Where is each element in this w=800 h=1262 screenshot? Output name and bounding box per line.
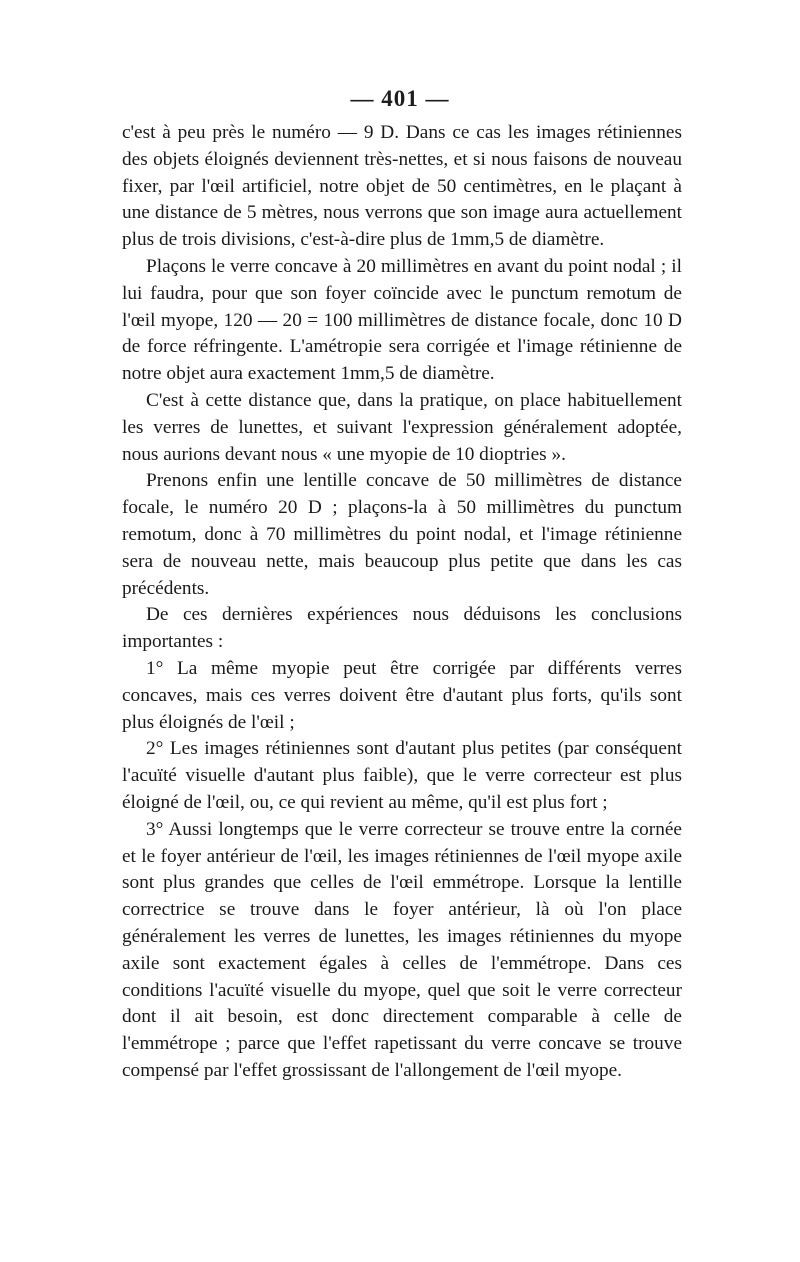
paragraph-2: Plaçons le verre concave à 20 millimètres en avant du point nodal ; il lui faudra, pour que son foyer coïncide avec le punctum remotum de l'œil myope, 120 — 20 = 100 millimètres de distance focale, donc 10 D de force réfringente. L'amétropie sera corrigée et l'image rétinienne de notre objet aura exactement 1mm,5 de diamètre. xyxy=(122,255,682,385)
conclusion-1: 1° La même myopie peut être corrigée par différents verres concaves, mais ces verres doivent être d'autant plus forts, qu'ils sont plus éloignés de l'œil ; xyxy=(122,657,682,733)
conclusion-2: 2° Les images rétiniennes sont d'autant plus petites (par conséquent l'acuïté visuelle d'autant plus faible), que le verre correcteur est plus éloigné de l'œil, ou, ce qui revient au même, qu'il est plus fort ; xyxy=(122,738,682,813)
paragraph-5: De ces dernières expériences nous déduisons les conclusions importantes : xyxy=(122,604,682,653)
conclusion-3: 3° Aussi longtemps que le verre correcteur se trouve entre la cornée et le foyer antérieur de l'œil, les images rétiniennes de l'œil myope axile sont plus grandes que celles de l'œil emmétrope. Lorsque la lentille correctrice se trouve dans le foyer antérieur, là où l'on place généralement les verres de lunettes, les images rétiniennes du myope axile sont exactement égales à celles de l'emmétrope. Dans ces conditions l'acuïté visuelle du myope, quel que soit le verre correcteur dont il ait besoin, est donc directement comparable à celle de l'emmétrope ; parce que l'effet rapetissant du verre concave se trouve compensé par l'effet grossissant de l'allongement de l'œil myope. xyxy=(122,818,682,1081)
paragraph-1: c'est à peu près le numéro — 9 D. Dans ce cas les images rétiniennes des objets éloignés deviennent très-nettes, et si nous faisons de nouveau fixer, par l'œil artificiel, notre objet de 50 centimètres, en le plaçant à une distance de 5 mètres, nous verrons que son image aura actuellement plus de trois divisions, c'est-à-dire plus de 1mm,5 de diamètre. xyxy=(122,122,682,251)
page-number-header: — 401 — xyxy=(350,86,450,111)
paragraph-3: C'est à cette distance que, dans la pratique, on place habituellement les verres de lunettes, et suivant l'expression généralement adoptée, nous aurions devant nous « une myopie de 10 dioptries ». xyxy=(122,389,682,465)
body-text xyxy=(122,120,682,1085)
paragraph-4: Prenons enfin une lentille concave de 50 millimètres de distance focale, le numéro 20 D ; plaçons-la à 50 millimètres du punctum remotum, donc à 70 millimètres du point nodal, et l'image rétinienne sera de nouveau nette, mais beaucoup plus petite que dans les cas précédents. xyxy=(122,470,682,599)
